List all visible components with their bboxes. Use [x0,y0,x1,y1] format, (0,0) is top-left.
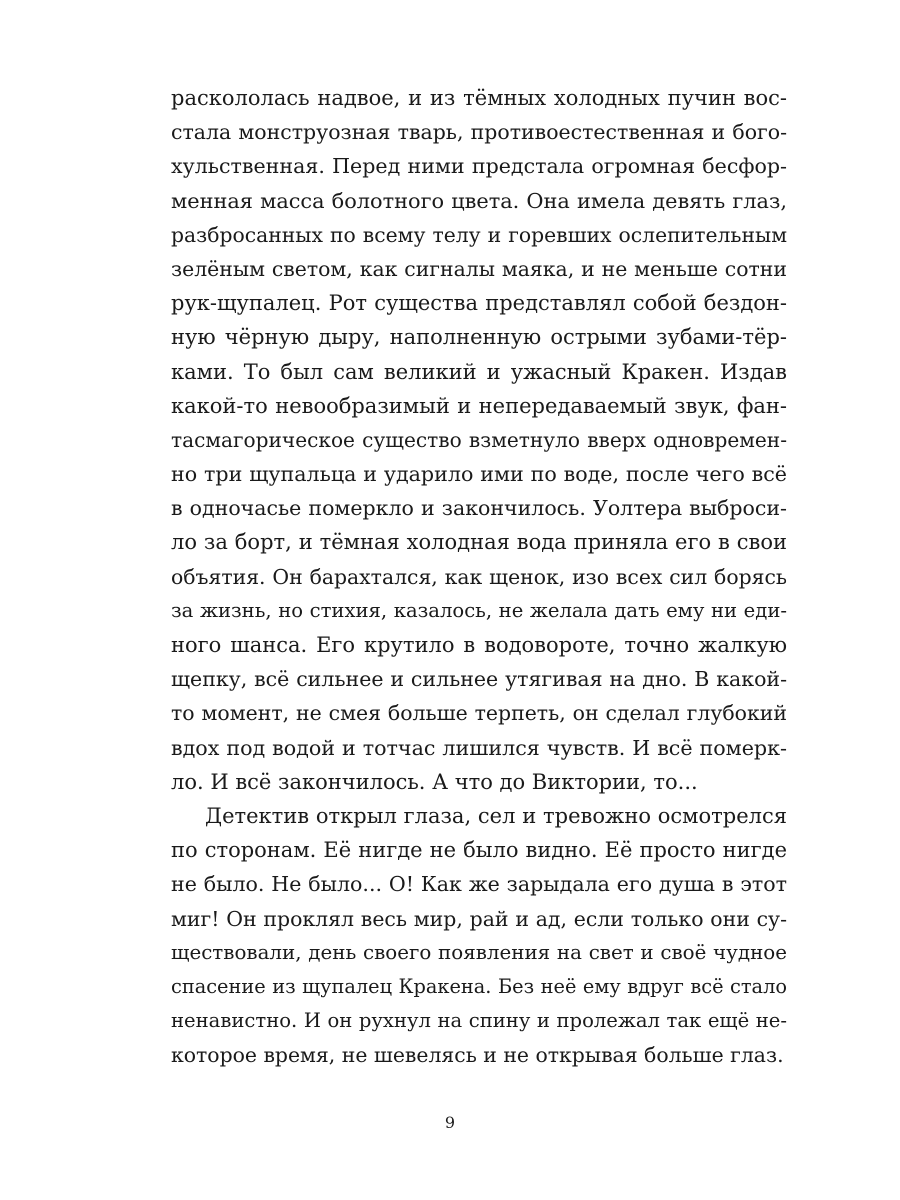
text-line: разбросанных по всему телу и горевших ослепительным [171,222,787,247]
page-number: 9 [444,1113,456,1132]
text-line: ненавистно. И он рухнул на спину и пролежал так ещё не- [171,1009,787,1033]
paragraph-2 [171,799,787,1073]
text-line: Детектив открыл глаза, сел и тревожно осмотрелся [205,803,787,828]
text-line: по сторонам. Её нигде не было видно. Её просто нигде [171,838,787,863]
text-line: стала монструозная тварь, противоестественная и бого- [171,120,787,145]
text-line: тасмагорическое существо взметнуло вверх одновремен- [171,427,787,452]
body-text [171,81,787,1072]
text-line: ществовали, день своего появления на свет и своё чудное [171,940,787,964]
text-line: какой-то невообразимый и непередаваемый звук, фан- [171,393,787,418]
text-line: ную чёрную дыру, наполненную острыми зубами-тёр- [171,325,787,350]
text-line: миг! Он проклял весь мир, рай и ад, если только они су- [171,906,787,931]
text-line: менная масса болотного цвета. Она имела девять глаз, [171,188,787,213]
text-line: ками. То был сам великий и ужасный Кракен. Издав [171,359,787,384]
text-line: спасение из щупалец Кракена. Без неё ему вдруг всё стало [171,974,787,998]
text-line: но три щупальца и ударило ими по воде, после чего всё [171,462,787,487]
text-line: хульственная. Перед ними предстала огромная бесфор- [171,154,787,179]
text-line: в одночасье померкло и закончилось. Уолтера выброси- [171,496,787,521]
paragraph-1 [171,81,787,799]
text-line: которое время, не шевелясь и не открывая больше глаз. [171,1043,784,1068]
text-line: ло. И всё закончилось. А что до Виктории, то... [171,769,698,794]
text-line: объятия. Он барахтался, как щенок, изо всех сил борясь [171,564,787,589]
text-line: ного шанса. Его крутило в водовороте, точно жалкую [171,633,787,657]
text-line: раскололась надвое, и из тёмных холодных пучин вос- [171,86,787,110]
text-line: щепку, всё сильнее и сильнее утягивая на дно. В какой- [171,667,787,692]
text-line: рук-щупалец. Рот существа представлял собой бездон- [171,291,787,316]
text-line: не было. Не было... О! Как же зарыдала его душа в этот [171,872,787,897]
text-line: зелёным светом, как сигналы маяка, и не меньше сотни [171,256,787,281]
text-line: то момент, не смея больше терпеть, он сделал глубокий [171,701,787,726]
text-line: ло за борт, и тёмная холодная вода приняла его в свои [171,530,787,555]
text-line: вдох под водой и тотчас лишился чувств. И всё померк- [171,735,787,760]
text-line: за жизнь, но стихия, казалось, не желала дать ему ни еди- [171,598,787,622]
